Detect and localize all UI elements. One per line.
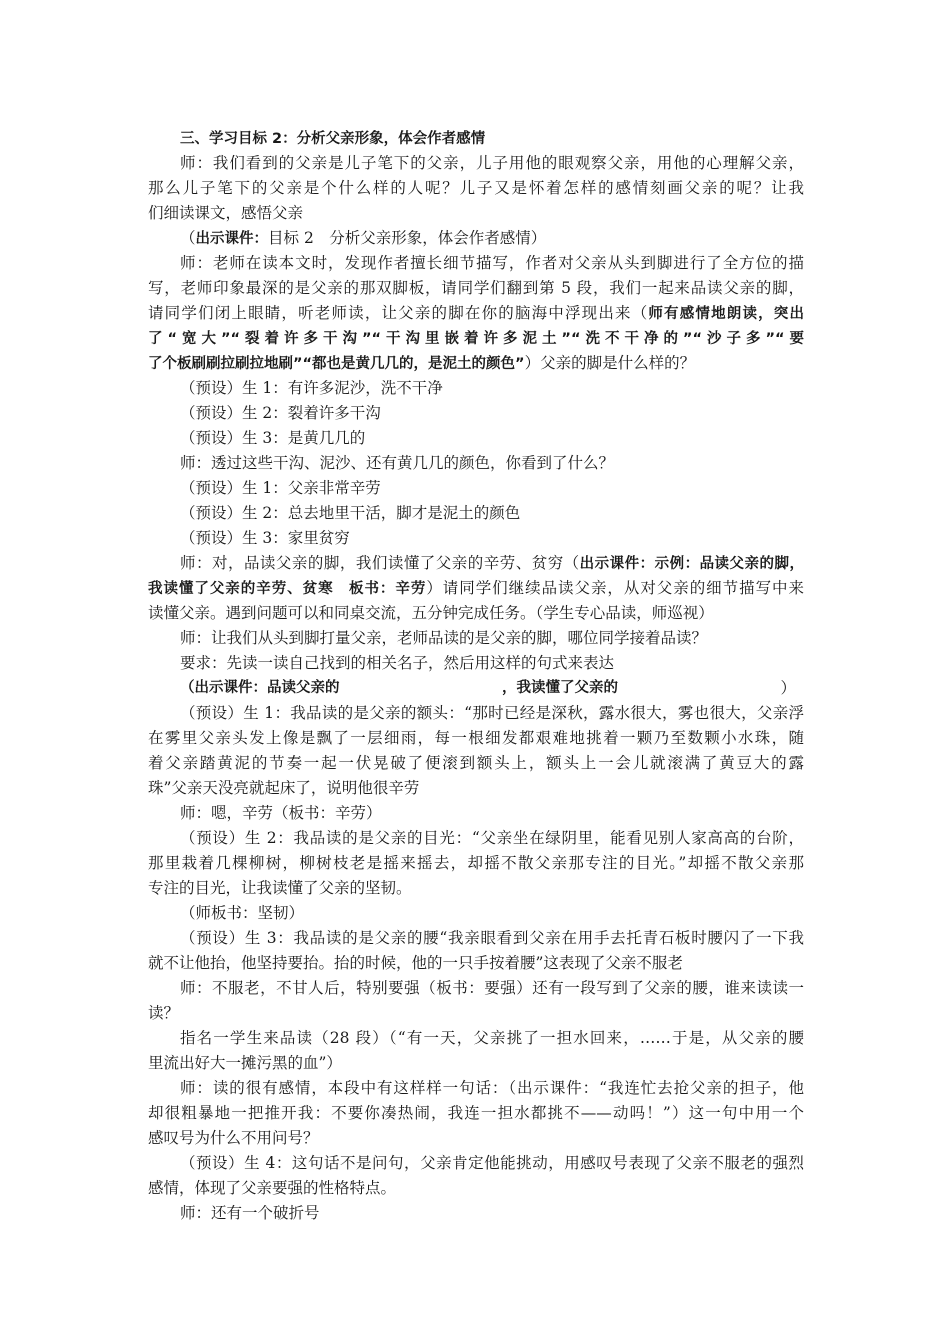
text-run: 师：嗯，辛劳（板书：辛劳）: [180, 804, 382, 822]
text-line: [148, 901, 804, 926]
text-line: [148, 576, 804, 601]
text-run: 感叹号为什么不用问号？: [148, 1129, 319, 1147]
text-run: （预设）生 2：总去地里干活，脚才是泥土的颜色: [180, 504, 521, 522]
text-run: 师：对，品读父亲的脚，我们读懂了父亲的辛劳、贫穷（: [180, 554, 580, 572]
text-line: [148, 976, 804, 1001]
text-run: 里流出好大一摊污黑的血”）: [148, 1054, 342, 1072]
text-line: [148, 426, 804, 451]
bold-text: 出示课件：示例：品读父亲的脚，: [579, 556, 804, 572]
text-line: [148, 401, 804, 426]
text-run: 珠”父亲天没亮就起床了，说明他很辛劳: [148, 779, 420, 797]
bold-text: ，我读懂了父亲的: [501, 680, 618, 696]
text-line: [148, 676, 804, 701]
text-line: [148, 726, 804, 751]
text-run: （预设）生 3：家里贫穷: [180, 529, 350, 547]
text-run: （预设）生 3：我品读的是父亲的腰“我亲眼看到父亲在用手去托青石板时腰闪了一下我: [180, 929, 804, 947]
text-run: 师：不服老，不甘人后，特别要强（板书：要强）还有一段写到了父亲的腰，谁来读读一: [180, 979, 804, 997]
text-run: 却很粗暴地一把推开我：不要你凑热闹，我连一担水都挑不——动吗！”）这一句中用一个: [148, 1104, 804, 1122]
text-line: [148, 326, 804, 351]
text-run: 要求：先读一读自己找到的相关名子，然后用这样的句式来表达: [180, 654, 615, 672]
text-line: [148, 1101, 804, 1126]
text-run: 师：老师在读本文时，发现作者擅长细节描写，作者对父亲从头到脚进行了全方位的描: [180, 254, 804, 272]
text-line: [148, 126, 804, 151]
text-run: （预设）生 1：我品读的是父亲的额头：“那时已经是深秋，露水很大，雾也很大，父亲浮: [180, 704, 804, 722]
text-line: [148, 151, 804, 176]
text-line: [148, 926, 804, 951]
text-run: （: [180, 229, 196, 247]
text-run: ）: [780, 679, 796, 697]
bold-text: 师有感情地朗读，突出: [648, 306, 804, 322]
text-line: [148, 1201, 804, 1226]
text-run: （预设）生 2：我品读的是父亲的目光：“父亲坐在绿阴里，能看见别人家高高的台阶，: [180, 829, 804, 847]
text-line: [148, 526, 804, 551]
text-run: 读懂父亲。遇到问题可以和同桌交流，五分钟完成任务。（学生专心品读，师巡视）: [148, 604, 714, 622]
bold-text: 出示课件：: [195, 231, 269, 247]
bold-text: 了“宽大”“裂着许多干沟”“干沟里嵌着许多泥土”“洗不干净的”“沙子多”“要: [148, 331, 804, 347]
text-run: （师板书：坚韧）: [180, 904, 305, 922]
document-body: [148, 126, 804, 1226]
text-line: [148, 476, 804, 501]
text-line: [148, 376, 804, 401]
text-line: [148, 301, 804, 326]
text-line: [148, 776, 804, 801]
text-run: （预设）生 1：父亲非常辛劳: [180, 479, 381, 497]
text-run: 师：我们看到的父亲是儿子笔下的父亲，儿子用他的眼观察父亲，用他的心理解父亲，: [180, 154, 804, 172]
text-line: [148, 276, 804, 301]
text-line: [148, 1001, 804, 1026]
text-run: 师：还有一个破折号: [180, 1204, 320, 1222]
text-line: [148, 751, 804, 776]
text-run: 专注的目光，让我读懂了父亲的坚韧。: [148, 879, 412, 897]
text-line: [148, 1151, 804, 1176]
text-line: [148, 1126, 804, 1151]
text-run: ）请同学们继续品读父亲，从对父亲的细节描写中来: [426, 579, 804, 597]
text-line: [148, 1076, 804, 1101]
text-line: [148, 201, 804, 226]
text-run: 写，老师印象最深的是父亲的那双脚板，请同学们翻到第 5 段，我们一起来品读父亲的脚，: [148, 279, 804, 297]
text-run: 指名一学生来品读（28 段）（“有一天，父亲挑了一担水回来，……于是，从父亲的腰: [180, 1029, 804, 1047]
text-run: （预设）生 2：裂着许多干沟: [180, 404, 381, 422]
text-run: 就不让他抬，他坚持要抬。抬的时候，他的一只手按着腰”这表现了父亲不服老: [148, 954, 683, 972]
text-line: [148, 651, 804, 676]
text-line: [148, 251, 804, 276]
text-line: [148, 876, 804, 901]
text-run: 目标 2 分析父亲形象，体会作者感情）: [268, 229, 547, 247]
text-line: [148, 801, 804, 826]
text-run: （预设）生 4：这句话不是问句，父亲肯定他能挑动，用感叹号表现了父亲不服老的强烈: [180, 1154, 804, 1172]
bold-text: 三、学习目标 2：分析父亲形象，体会作者感情: [180, 131, 486, 147]
text-line: [148, 1026, 804, 1051]
text-run: （预设）生 1：有许多泥沙，洗不干净: [180, 379, 443, 397]
text-line: [148, 851, 804, 876]
text-run: ）父亲的脚是什么样的？: [524, 354, 696, 372]
text-run: 师：让我们从头到脚打量父亲，老师品读的是父亲的脚，哪位同学接着品读？: [180, 629, 708, 647]
text-line: [148, 501, 804, 526]
text-line: [148, 451, 804, 476]
bold-text: （出示课件：品读父亲的: [180, 680, 340, 696]
text-line: [148, 351, 804, 376]
text-run: 在雾里父亲头发上像是飘了一层细雨，每一根细发都艰难地挑着一颗乃至数颗小水珠，随: [148, 729, 804, 747]
text-run: 感情，体现了父亲要强的性格特点。: [148, 1179, 397, 1197]
text-run: 们细读课文，感悟父亲: [148, 204, 304, 222]
bold-text: 我读懂了父亲的辛劳、贫寒 板书：辛劳: [148, 581, 427, 597]
bold-text: 了个板刷刷拉刷拉地刷”“都也是黄几几的，是泥土的颜色”: [148, 356, 525, 372]
text-run: 着父亲踏黄泥的节奏一起一伏晃破了便滚到额头上，额头上一会儿就滚满了黄豆大的露: [148, 754, 804, 772]
text-run: 请同学们闭上眼睛，听老师读，让父亲的脚在你的脑海中浮现出来（: [148, 304, 649, 322]
text-line: [148, 826, 804, 851]
text-run: 那里栽着几棵柳树，柳树枝老是摇来摇去，却摇不散父亲那专注的目光。”却摇不散父亲那: [148, 854, 804, 872]
text-line: [148, 1051, 804, 1076]
text-line: [148, 951, 804, 976]
text-run: 师：读的很有感情，本段中有这样样一句话：（出示课件：“我连忙去抢父亲的担子，他: [180, 1079, 804, 1097]
text-run: （预设）生 3：是黄几几的: [180, 429, 366, 447]
text-line: [148, 601, 804, 626]
text-line: [148, 551, 804, 576]
text-run: 师：透过这些干沟、泥沙、还有黄几几的颜色，你看到了什么？: [180, 454, 615, 472]
text-line: [148, 1176, 804, 1201]
text-run: 那么儿子笔下的父亲是个什么样的人呢？儿子又是怀着怎样的感情刻画父亲的呢？让我: [148, 179, 804, 197]
text-line: [148, 626, 804, 651]
text-line: [148, 701, 804, 726]
text-run: 读？: [148, 1004, 180, 1022]
text-line: [148, 176, 804, 201]
text-line: [148, 226, 804, 251]
